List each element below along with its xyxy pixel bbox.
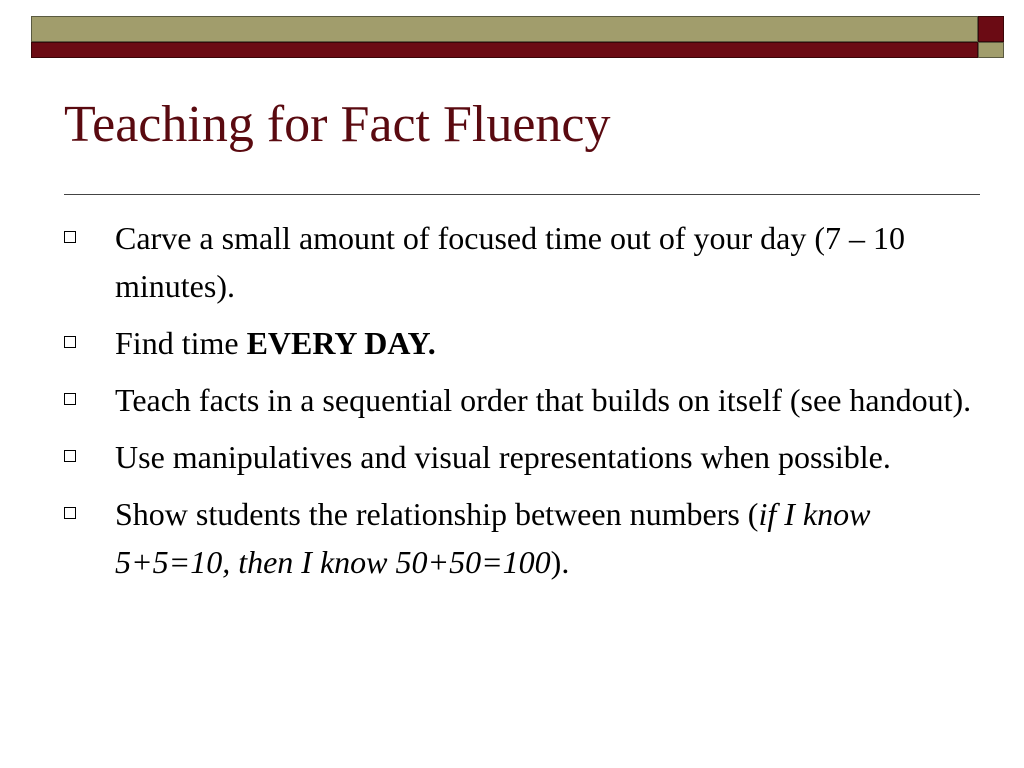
hollow-square-bullet-icon xyxy=(64,336,76,348)
bullet-text: Carve a small amount of focused time out of your day (7 – 10 minutes). xyxy=(115,220,906,304)
hollow-square-bullet-icon xyxy=(64,393,76,405)
hollow-square-bullet-icon xyxy=(64,507,76,519)
bullet-list xyxy=(62,214,982,595)
corner-block-olive xyxy=(978,42,1004,58)
bullet-item-sequential-order xyxy=(62,376,982,424)
bullet-text: Use manipulatives and visual representations when possible. xyxy=(115,439,891,475)
header-bar-maroon xyxy=(31,42,978,58)
hollow-square-bullet-icon xyxy=(64,231,76,243)
bullet-text: Teach facts in a sequential order that builds on itself (see handout). xyxy=(115,382,972,418)
header-bar-olive xyxy=(31,16,978,42)
bullet-item-every-day xyxy=(62,319,982,367)
bullet-text: Find time xyxy=(115,325,247,361)
bullet-item-focused-time xyxy=(62,214,982,310)
bullet-example: if I know 5+5=10, then I know 50+50=100 xyxy=(115,496,871,580)
bullet-item-relationship xyxy=(62,490,982,586)
bullet-item-manipulatives xyxy=(62,433,982,481)
bullet-text-tail: ). xyxy=(550,544,570,580)
corner-block-maroon xyxy=(978,16,1004,42)
hollow-square-bullet-icon xyxy=(64,450,76,462)
slide-title: Teaching for Fact Fluency xyxy=(64,96,611,153)
title-divider xyxy=(64,194,980,195)
bullet-text: Show students the relationship between numbers ( xyxy=(115,496,759,532)
bullet-emphasis: EVERY DAY. xyxy=(246,325,436,361)
